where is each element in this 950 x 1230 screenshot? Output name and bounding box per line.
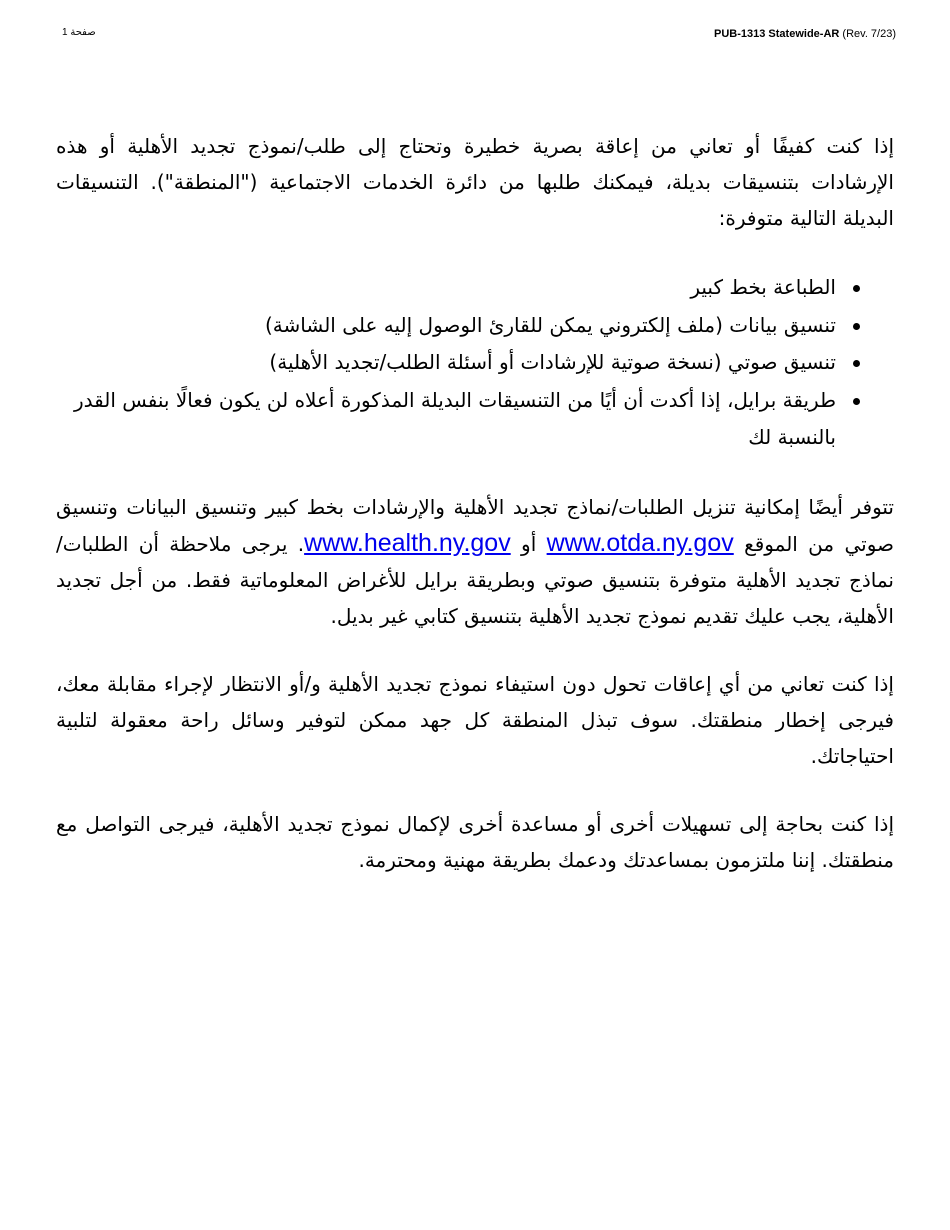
- form-code: PUB-1313 Statewide-AR: [714, 28, 840, 40]
- list-item: [56, 344, 894, 382]
- page-number: صفحة 1: [62, 27, 96, 38]
- bullet-icon: [853, 323, 860, 330]
- intro-paragraph: إذا كنت كفيفًا أو تعاني من إعاقة بصرية خطيرة وتحتاج إلى طلب/نموذج تجديد الأهلية أو هذه الإرشادات بتنسيقات بديلة، فيمكنك طلبها من دائرة الخدمات الاجتماعية ("المنطقة"). التنسيقات البديلة التالية متوفرة:: [56, 134, 894, 230]
- bullet-icon: [853, 360, 860, 367]
- page-header: [56, 27, 896, 45]
- form-revision: (Rev. 7/23): [842, 28, 896, 40]
- assistance-paragraph: إذا كنت بحاجة إلى تسهيلات أخرى أو مساعدة أخرى لإكمال نموذج تجديد الأهلية، فيرجى التواصل مع منطقتك. إننا ملتزمون بمساعدتك ودعمك بطريقة مهنية ومحترمة.: [56, 811, 894, 872]
- link-connector: أو: [521, 531, 537, 556]
- health-link[interactable]: www.health.ny.gov: [304, 528, 511, 557]
- list-item: [56, 382, 894, 457]
- downloads-paragraph: [56, 489, 894, 634]
- list-item: [56, 307, 894, 345]
- disabilities-paragraph: إذا كنت تعاني من أي إعاقات تحول دون استيفاء نموذج تجديد الأهلية و/أو الانتظار لإجراء مقابلة معك، فيرجى إخطار منطقتك. سوف تبذل المنطقة كل جهد ممكن لتوفير وسائل راحة معقولة لتلبية احتياجاتك.: [56, 671, 894, 768]
- format-audio: تنسيق صوتي (نسخة صوتية للإرشادات أو أسئلة الطلب/تجديد الأهلية): [269, 350, 836, 374]
- format-large-print: الطباعة بخط كبير: [690, 275, 836, 299]
- downloads-text-before: تتوفر أيضًا إمكانية تنزيل الطلبات/نماذج تجديد الأهلية والإرشادات بخط كبير وتنسيق البيانات وتنسيق صوتي من الموقع: [56, 494, 895, 556]
- otda-link[interactable]: www.otda.ny.gov: [546, 528, 734, 557]
- form-identifier: [714, 28, 896, 40]
- format-braille: طريقة برايل، إذا أكدت أن أيًا من التنسيقات البديلة المذكورة أعلاه لن يكون فعالًا بنفس القدر بالنسبة لك: [73, 387, 836, 449]
- downloads-text-after: . يرجى ملاحظة أن الطلبات/نماذج تجديد الأهلية متوفرة بتنسيق صوتي وبطريقة برايل للأغراض المعلوماتية فقط. من أجل تجديد الأهلية، يجب عليك تقديم نموذج تجديد الأهلية بتنسيق كتابي غير بديل.: [56, 531, 894, 628]
- bullet-icon: [853, 285, 860, 292]
- document-body: [56, 128, 894, 910]
- format-data: تنسيق بيانات (ملف إلكتروني يمكن للقارئ الوصول إليه على الشاشة): [264, 312, 836, 337]
- bullet-icon: [853, 398, 860, 405]
- alternate-formats-list: [56, 269, 894, 457]
- list-item: [56, 269, 894, 307]
